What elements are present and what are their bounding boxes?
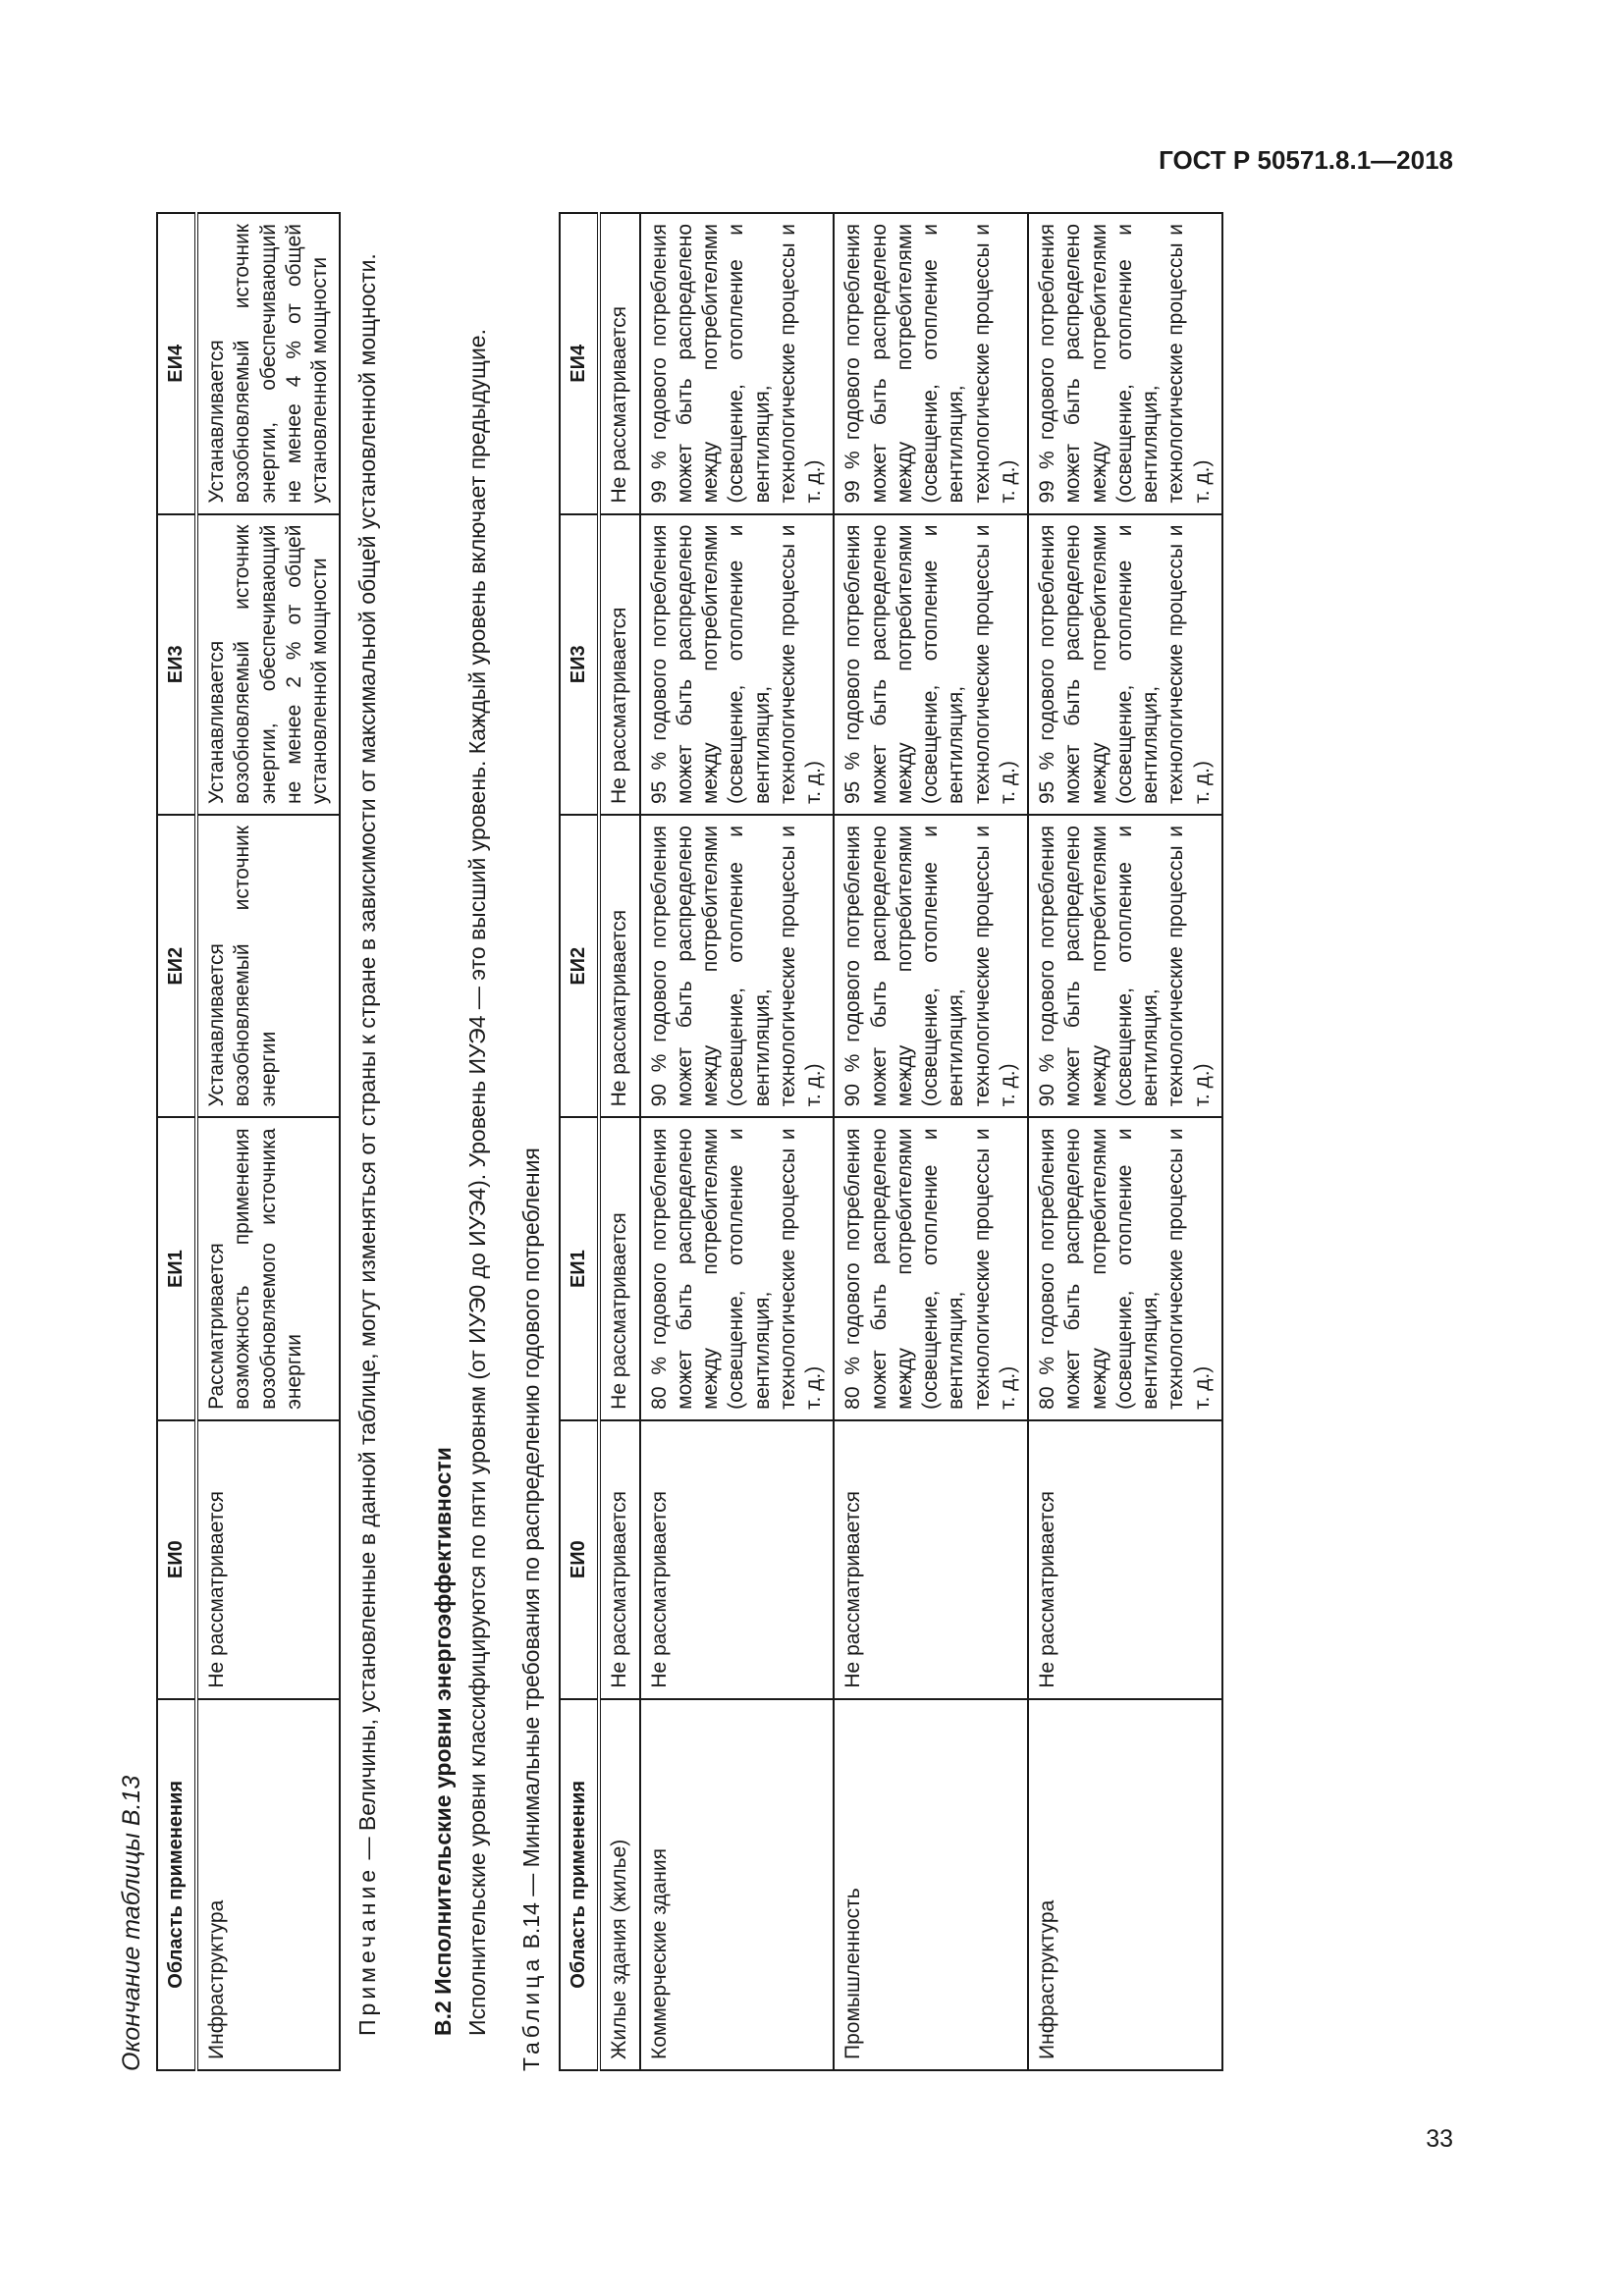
table-header-cell: ЕИ1 bbox=[157, 1117, 196, 1419]
table-cell: Промышленность bbox=[834, 1699, 1028, 2070]
table-14-caption-text: В.14 — Минимальные требования по распределению годового потребления bbox=[518, 1148, 545, 1955]
table-header-cell: ЕИ4 bbox=[157, 213, 196, 514]
page-number: 33 bbox=[1426, 2125, 1453, 2153]
table-14-caption-label: Таблица bbox=[518, 1954, 545, 2071]
table-cell: Не рассматривается bbox=[599, 1420, 639, 1699]
table-cell: 90 % годового потребления может быть распределено между потребителями (освещение, отопление и вентиляция, технологические процессы и т. д.) bbox=[1028, 815, 1222, 1117]
table-cell: Не рассматривается bbox=[599, 1117, 639, 1419]
table-cell: Не рассматривается bbox=[196, 1420, 340, 1699]
table-14-header-row bbox=[560, 213, 599, 2070]
table-13 bbox=[156, 212, 341, 2071]
table-cell: 90 % годового потребления может быть распределено между потребителями (освещение, отопление и вентиляция, технологические процессы и т. д.) bbox=[640, 815, 835, 1117]
table-row bbox=[834, 213, 1028, 2070]
table-cell: 99 % годового потребления может быть распределено между потребителями (освещение, отопление и вентиляция, технологические процессы и т. д.) bbox=[1028, 213, 1222, 514]
table-header-cell: ЕИ0 bbox=[157, 1420, 196, 1699]
table-cell: Не рассматривается bbox=[640, 1420, 835, 1699]
table-cell: Устанавливается возобновляемый источник энергии, обеспечивающий не менее 4 % от общей установленной мощности bbox=[196, 213, 340, 514]
table-note bbox=[354, 212, 381, 2071]
table-cell: Не рассматривается bbox=[599, 815, 639, 1117]
table-header-cell: ЕИ4 bbox=[560, 213, 599, 514]
table-14-caption bbox=[518, 212, 545, 2071]
table-row bbox=[1028, 213, 1222, 2070]
table-header-cell: ЕИ3 bbox=[157, 514, 196, 816]
table-cell: Коммерческие здания bbox=[640, 1699, 835, 2070]
table-cell: 80 % годового потребления может быть распределено между потребителями (освещение, отопление и вентиляция, технологические процессы и т. д.) bbox=[640, 1117, 835, 1419]
table-row bbox=[599, 213, 639, 2070]
table-row bbox=[640, 213, 835, 2070]
table-header-cell: ЕИ0 bbox=[560, 1420, 599, 1699]
rotated-content bbox=[118, 212, 1384, 2071]
table-13-caption: Окончание таблицы В.13 bbox=[118, 1775, 145, 2071]
table-header-cell: Область применения bbox=[560, 1699, 599, 2070]
note-text: — Величины, установленные в данной таблице, могут изменяться от страны к стране в зависимости от максимальной общей установленной мощности. bbox=[354, 253, 381, 1866]
table-cell: 95 % годового потребления может быть распределено между потребителями (освещение, отопление и вентиляция, технологические процессы и т. д.) bbox=[834, 514, 1028, 816]
document-id: ГОСТ Р 50571.8.1—2018 bbox=[1159, 145, 1453, 175]
table-cell: Устанавливается возобновляемый источник энергии, обеспечивающий не менее 2 % от общей установленной мощности bbox=[196, 514, 340, 816]
table-cell: 95 % годового потребления может быть распределено между потребителями (освещение, отопление и вентиляция, технологические процессы и т. д.) bbox=[1028, 514, 1222, 816]
table-cell: Инфраструктура bbox=[1028, 1699, 1222, 2070]
table-cell: Рассматривается возможность применения возобновляемого источника энергии bbox=[196, 1117, 340, 1419]
table-cell: 80 % годового потребления может быть распределено между потребителями (освещение, отопление и вентиляция, технологические процессы и т. д.) bbox=[834, 1117, 1028, 1419]
section-paragraph: Исполнительские уровни классифицируются по пяти уровням (от ИУЭ0 до ИУЭ4). Уровень ИУЭ4 — это высший уровень. Каждый уровень включает предыдущие. bbox=[464, 329, 491, 2036]
note-label: Примечание bbox=[354, 1865, 381, 2036]
table-cell: 95 % годового потребления может быть распределено между потребителями (освещение, отопление и вентиляция, технологические процессы и т. д.) bbox=[640, 514, 835, 816]
table-cell: Устанавливается возобновляемый источник энергии bbox=[196, 815, 340, 1117]
table-cell: 99 % годового потребления может быть распределено между потребителями (освещение, отопление и вентиляция, технологические процессы и т. д.) bbox=[640, 213, 835, 514]
table-header-cell: Область применения bbox=[157, 1699, 196, 2070]
table-cell: Не рассматривается bbox=[1028, 1420, 1222, 1699]
table-cell: 90 % годового потребления может быть распределено между потребителями (освещение, отопление и вентиляция, технологические процессы и т. д.) bbox=[834, 815, 1028, 1117]
table-header-cell: ЕИ2 bbox=[560, 815, 599, 1117]
table-cell: Не рассматривается bbox=[599, 514, 639, 816]
table-cell: Не рассматривается bbox=[599, 213, 639, 514]
section-title: В.2 Исполнительские уровни энергоэффективности bbox=[430, 1447, 457, 2036]
table-row bbox=[196, 213, 340, 2070]
table-header-cell: ЕИ2 bbox=[157, 815, 196, 1117]
table-header-cell: ЕИ1 bbox=[560, 1117, 599, 1419]
table-cell: 99 % годового потребления может быть распределено между потребителями (освещение, отопление и вентиляция, технологические процессы и т. д.) bbox=[834, 213, 1028, 514]
table-cell: Инфраструктура bbox=[196, 1699, 340, 2070]
table-cell: Жилые здания (жилье) bbox=[599, 1699, 639, 2070]
table-13-header-row bbox=[157, 213, 196, 2070]
table-cell: 80 % годового потребления может быть распределено между потребителями (освещение, отопление и вентиляция, технологические процессы и т. д.) bbox=[1028, 1117, 1222, 1419]
table-header-cell: ЕИ3 bbox=[560, 514, 599, 816]
table-14 bbox=[559, 212, 1223, 2071]
table-cell: Не рассматривается bbox=[834, 1420, 1028, 1699]
